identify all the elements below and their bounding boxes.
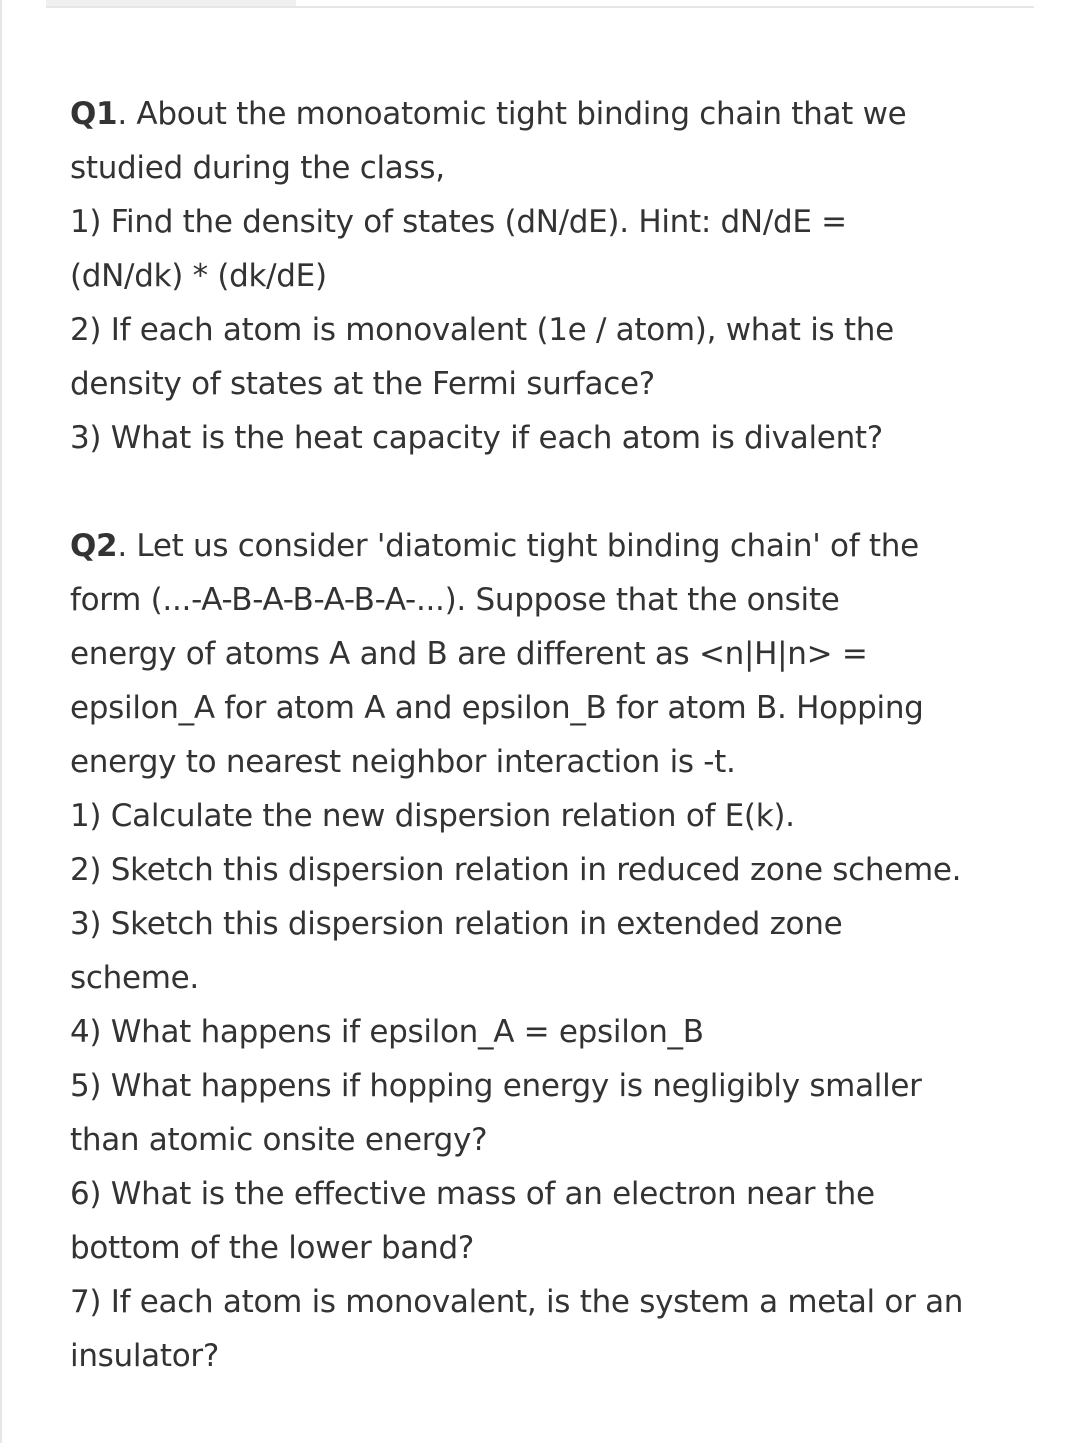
question-2-item-6: 6) What is the effective mass of an electron near the [70, 1176, 875, 1212]
top-divider [46, 6, 1034, 8]
question-2-item-1: 1) Calculate the new dispersion relation of E(k). [70, 798, 795, 834]
question-2-item-6-cont: bottom of the lower band? [70, 1230, 474, 1266]
spacer [70, 465, 1030, 519]
question-1-intro-line: studied during the class, [70, 150, 445, 186]
question-1-line-1 [70, 87, 1030, 141]
question-1-item-1: 1) Find the density of states (dN/dE). Hint: dN/dE = [70, 204, 847, 240]
question-2-intro-line: form (...-A-B-A-B-A-B-A-...). Suppose that the onsite [70, 582, 840, 618]
question-2-label: Q2 [70, 528, 118, 564]
question-2 [70, 519, 1030, 1383]
question-1-item-2: 2) If each atom is monovalent (1e / atom), what is the [70, 312, 894, 348]
question-content [70, 87, 1030, 1383]
question-2-item-3-cont: scheme. [70, 960, 199, 996]
question-2-intro-text: . Let us consider 'diatomic tight binding chain' of the [117, 528, 919, 564]
page-left-border [0, 0, 2, 1443]
question-2-item-4: 4) What happens if epsilon_A = epsilon_B [70, 1014, 704, 1050]
question-1-item-3: 3) What is the heat capacity if each atom is divalent? [70, 420, 883, 456]
question-1-label: Q1 [70, 96, 118, 132]
question-2-item-5-cont: than atomic onsite energy? [70, 1122, 488, 1158]
question-2-intro-line: energy of atoms A and B are different as <n|H|n> = [70, 636, 868, 672]
question-2-item-7: 7) If each atom is monovalent, is the system a metal or an [70, 1284, 964, 1320]
question-2-item-7-cont: insulator? [70, 1338, 219, 1374]
question-2-item-3: 3) Sketch this dispersion relation in extended zone [70, 906, 843, 942]
question-1 [70, 87, 1030, 465]
question-2-line-1 [70, 519, 1030, 573]
question-2-item-2: 2) Sketch this dispersion relation in reduced zone scheme. [70, 852, 962, 888]
question-1-intro-text: . About the monoatomic tight binding chain that we [117, 96, 907, 132]
question-2-item-5: 5) What happens if hopping energy is negligibly smaller [70, 1068, 922, 1104]
question-1-item-2-cont: density of states at the Fermi surface? [70, 366, 655, 402]
question-2-intro-line: energy to nearest neighbor interaction is -t. [70, 744, 736, 780]
question-1-item-1-cont: (dN/dk) * (dk/dE) [70, 258, 327, 294]
question-2-intro-line: epsilon_A for atom A and epsilon_B for atom B. Hopping [70, 690, 924, 726]
